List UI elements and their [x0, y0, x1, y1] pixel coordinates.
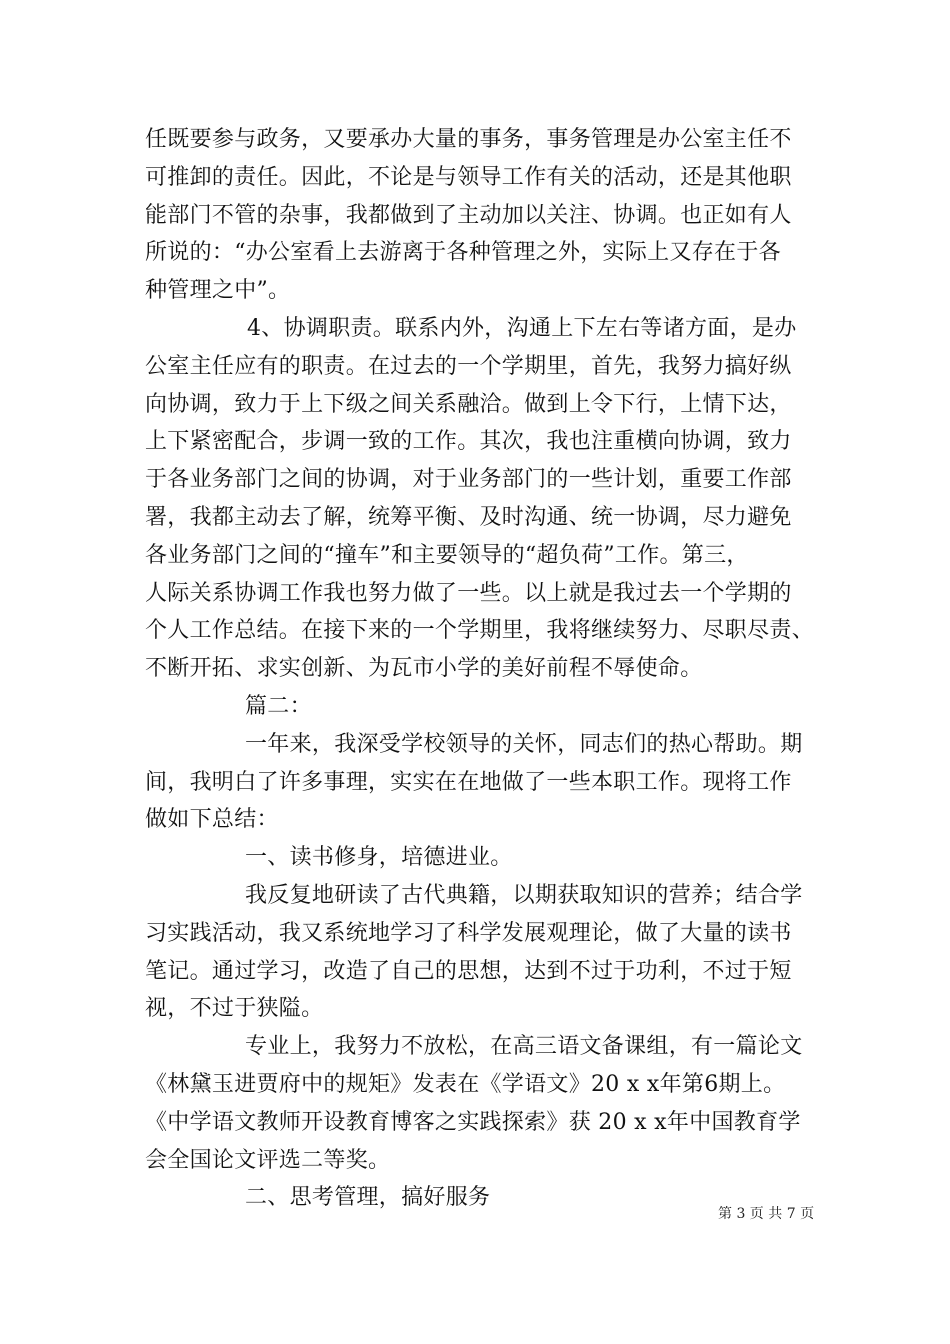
- text-line: 二、思考管理，搞好服务: [245, 1185, 491, 1211]
- text-line: 上下紧密配合，步调一致的工作。其次，我也注重横向协调，致力: [145, 429, 792, 455]
- text-line: 人际关系协调工作我也努力做了一些。以上就是我过去一个学期的: [145, 580, 792, 606]
- text-line: 能部门不管的杂事，我都做到了主动加以关注、协调。也正如有人: [145, 202, 792, 228]
- text-line: 会全国论文评选二等奖。: [145, 1147, 391, 1173]
- text-line: 一年来，我深受学校领导的关怀，同志们的热心帮助。期: [245, 731, 803, 757]
- text-line: 不断开拓、求实创新、为瓦市小学的美好前程不辱使命。: [145, 656, 703, 682]
- text-line: 视，不过于狭隘。: [145, 996, 324, 1022]
- text-line: 可推卸的责任。因此，不论是与领导工作有关的活动，还是其他职: [145, 164, 792, 190]
- text-line: 间，我明白了许多事理，实实在在地做了一些本职工作。现将工作: [145, 769, 792, 795]
- text-line: 各业务部门之间的“撞车”和主要领导的“超负荷”工作。第三，: [145, 542, 749, 568]
- text-line: 笔记。通过学习，改造了自己的思想，达到不过于功利，不过于短: [145, 958, 792, 984]
- page-number: 第 3 页 共 7 页: [718, 1206, 815, 1222]
- document-body: [145, 121, 825, 1217]
- text-line: 《林黛玉进贾府中的规矩》发表在《学语文》20 x x年第6期上。: [145, 1071, 786, 1097]
- text-line: 向协调，致力于上下级之间关系融洽。做到上令下行，上情下达，: [145, 391, 792, 417]
- text-line: 我反复地研读了古代典籍，以期获取知识的营养；结合学: [245, 882, 803, 908]
- text-line: 任既要参与政务，又要承办大量的事务，事务管理是办公室主任不: [145, 127, 792, 152]
- text-line: 篇二：: [245, 693, 312, 719]
- text-line: 署，我都主动去了解，统筹平衡、及时沟通、统一协调，尽力避免: [145, 504, 792, 530]
- text-line: 专业上，我努力不放松，在高三语文备课组，有一篇论文: [245, 1034, 803, 1060]
- text-line: 种管理之中”。: [145, 278, 291, 304]
- text-line: 4、协调职责。联系内外，沟通上下左右等诸方面，是办: [247, 315, 797, 341]
- text-line: 个人工作总结。在接下来的一个学期里，我将继续努力、尽职尽责、: [145, 618, 815, 644]
- text-line: 公室主任应有的职责。在过去的一个学期里，首先，我努力搞好纵: [145, 353, 792, 379]
- text-line: 于各业务部门之间的协调，对于业务部门的一些计划，重要工作部: [145, 467, 792, 493]
- text-line: 所说的：“办公室看上去游离于各种管理之外，实际上又存在于各: [145, 240, 781, 266]
- text-line: 一、读书修身，培德进业。: [245, 845, 513, 871]
- text-line: 习实践活动，我又系统地学习了科学发展观理论，做了大量的读书: [145, 920, 792, 946]
- text-line: 《中学语文教师开设教育博客之实践探索》获 20 x x年中国教育学: [145, 1109, 801, 1135]
- text-line: 做如下总结：: [145, 807, 279, 833]
